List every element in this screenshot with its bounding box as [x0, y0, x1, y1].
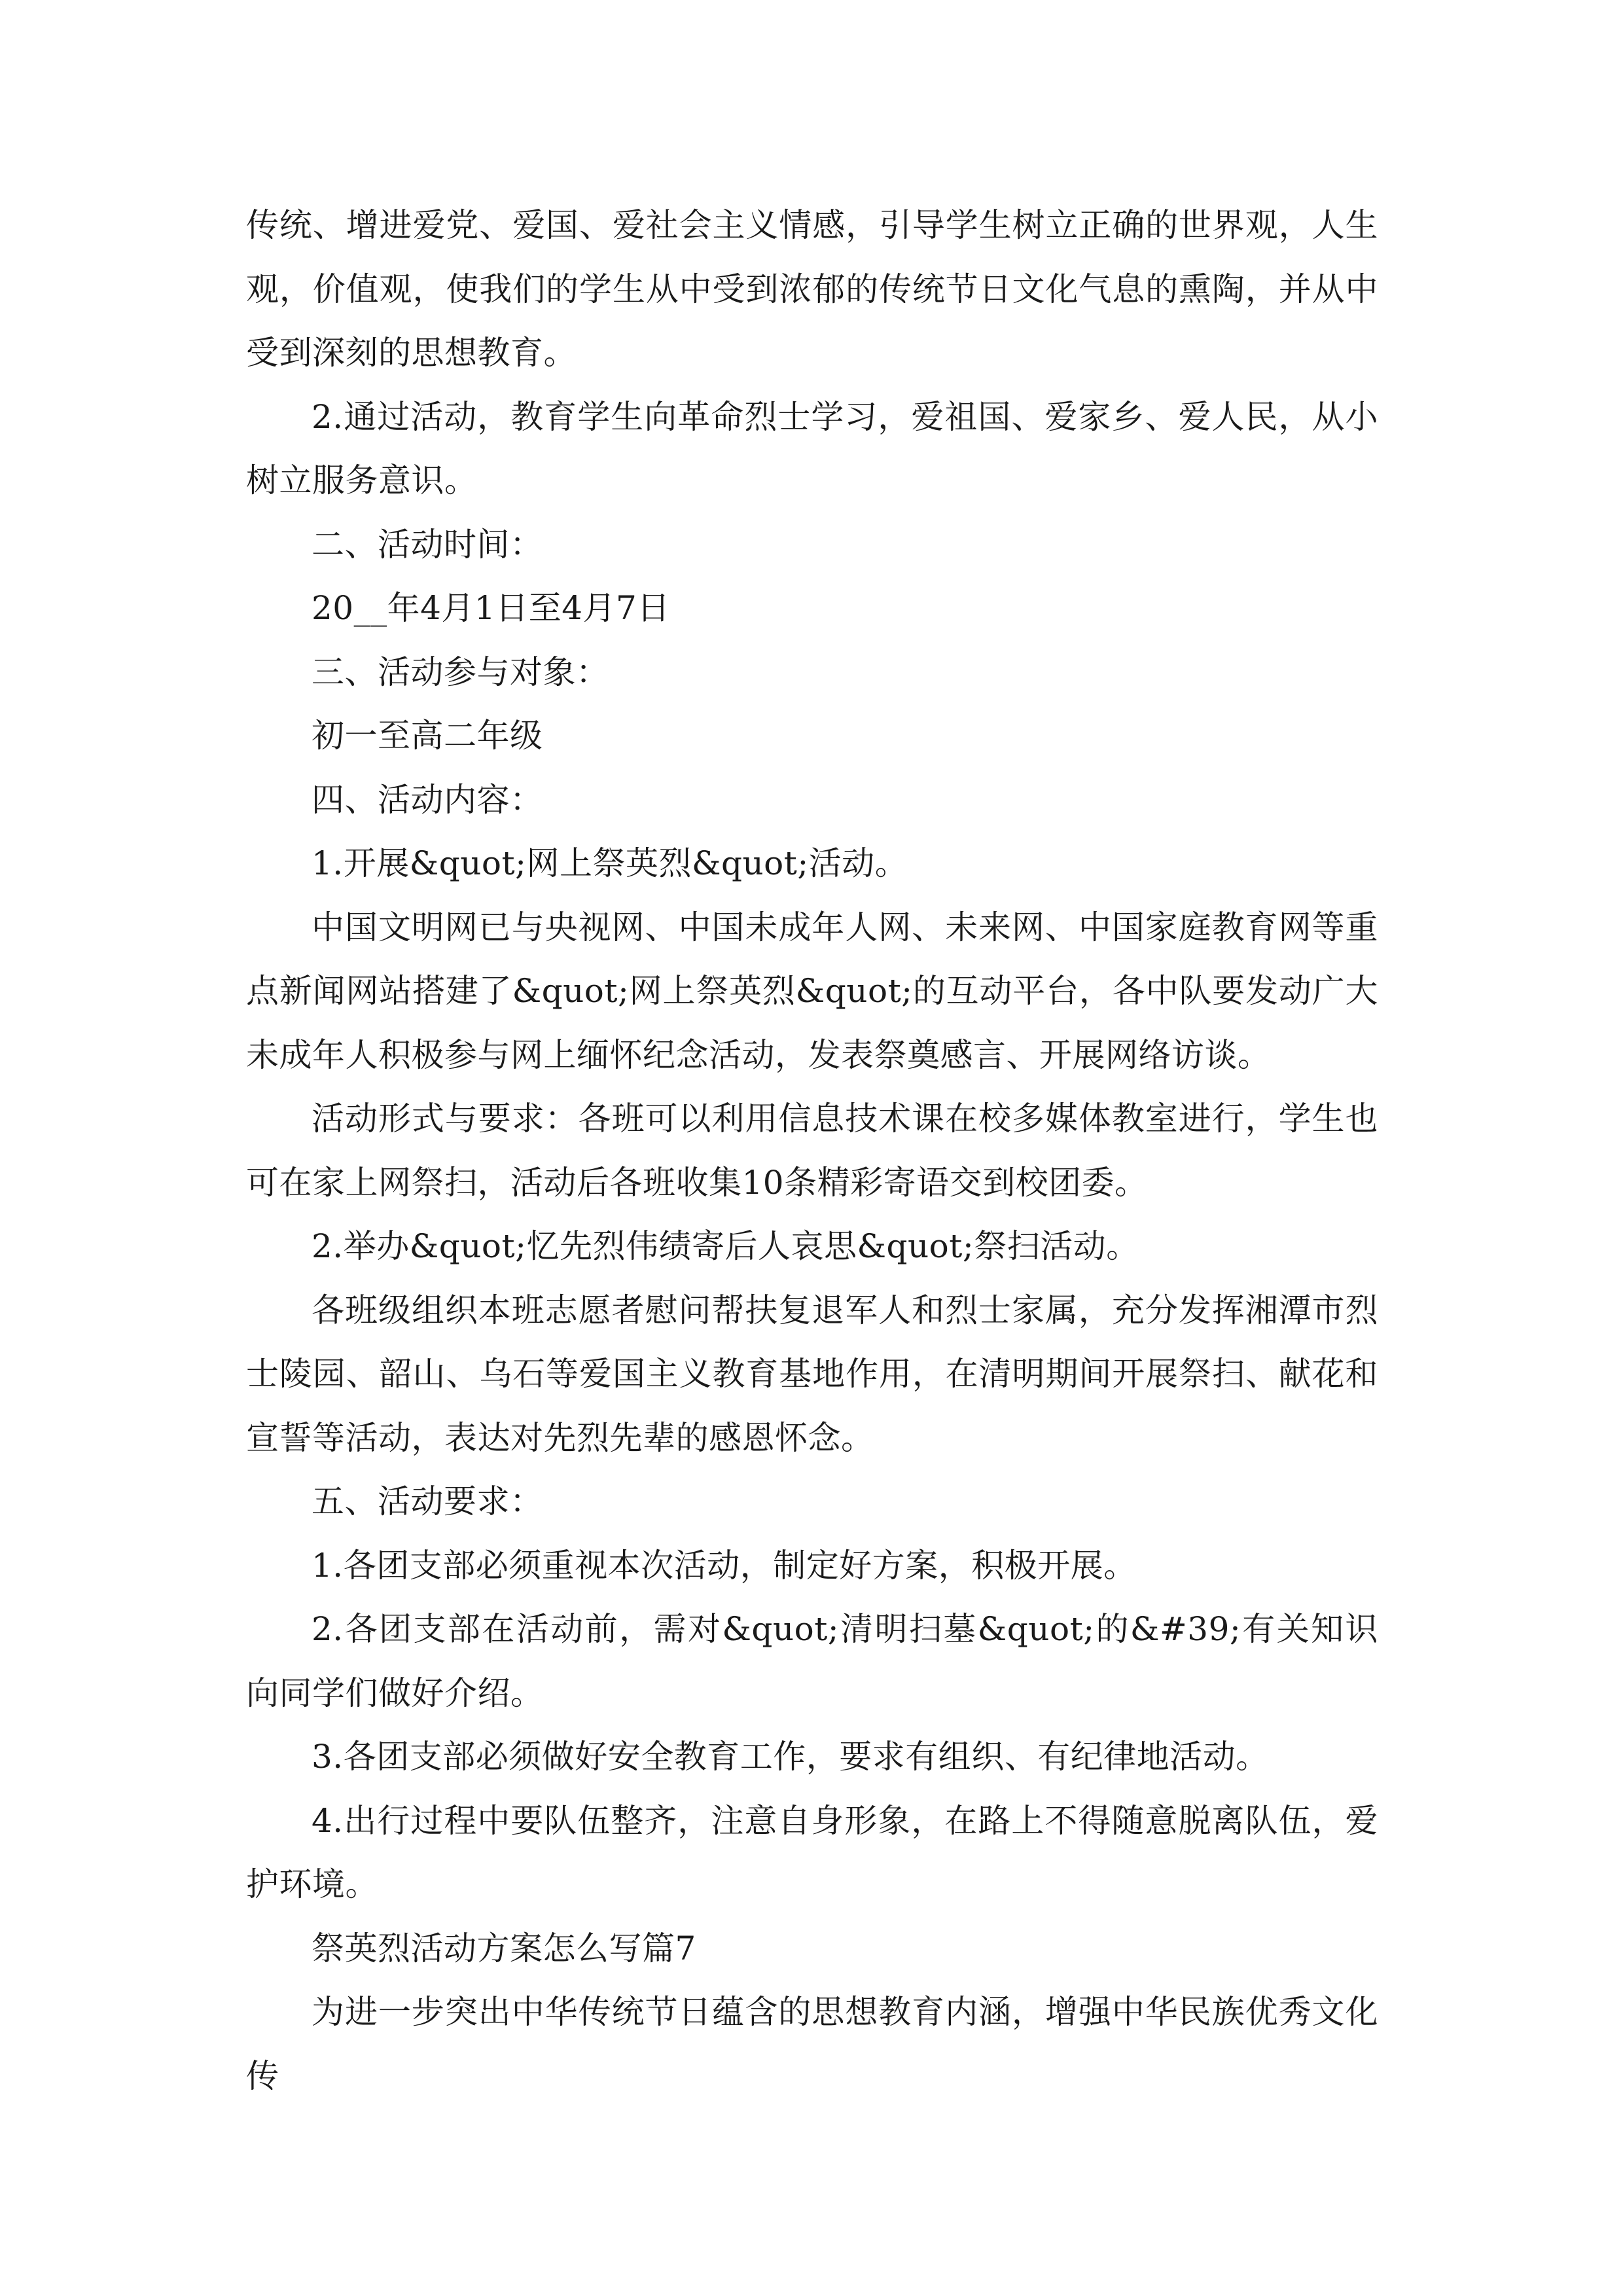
requirement-3: 3.各团支部必须做好安全教育工作，要求有组织、有纪律地活动。 — [312, 1738, 1269, 1776]
article-title-7: 祭英烈活动方案怎么写篇7 — [312, 1929, 696, 1967]
section-heading-time: 二、活动时间： — [312, 525, 543, 564]
paragraph-activity-form: 活动形式与要求：各班可以利用信息技术课在校多媒体教室进行，学生也可在家上网祭扫，活动后各班收集10条精彩寄语交到校团委。 — [246, 1100, 1378, 1202]
requirement-1: 1.各团支部必须重视本次活动，制定好方案，积极开展。 — [312, 1546, 1137, 1585]
paragraph-volunteers: 各班级组织本班志愿者慰问帮扶复退军人和烈士家属，充分发挥湘潭市烈士陵园、韶山、乌石等爱国主义教育基地作用，在清明期间开展祭扫、献花和宣誓等活动，表达对先烈先辈的感恩怀念。 — [246, 1291, 1378, 1457]
paragraph-online-platform: 中国文明网已与央视网、中国未成年人网、未来网、中国家庭教育网等重点新闻网站搭建了&quot;网上祭英烈&quot;的互动平台，各中队要发动广大未成年人积极参与网上缅怀纪念活动，发表祭奠感言、开展网络访谈。 — [246, 908, 1378, 1074]
content-item-1: 1.开展&quot;网上祭英烈&quot;活动。 — [312, 844, 908, 882]
requirement-4: 4.出行过程中要队伍整齐，注意自身形象，在路上不得随意脱离队伍，爱护环境。 — [246, 1801, 1378, 1903]
section-heading-content: 四、活动内容： — [312, 780, 543, 819]
content-item-2: 2.举办&quot;忆先烈伟绩寄后人哀思&quot;祭扫活动。 — [312, 1227, 1139, 1265]
document-body — [246, 194, 1378, 2108]
section-heading-requirements: 五、活动要求： — [312, 1482, 543, 1520]
paragraph-2: 2.通过活动，教育学生向革命烈士学习，爱祖国、爱家乡、爱人民，从小树立服务意识。 — [246, 397, 1378, 499]
participants: 初一至高二年级 — [312, 717, 543, 755]
paragraph-1: 传统、增进爱党、爱国、爱社会主义情感，引导学生树立正确的世界观，人生观，价值观，使我们的学生从中受到浓郁的传统节日文化气息的熏陶，并从中受到深刻的思想教育。 — [246, 206, 1378, 372]
section-heading-participants: 三、活动参与对象： — [312, 653, 609, 691]
paragraph-intro-7: 为进一步突出中华传统节日蕴含的思想教育内涵，增强中华民族优秀文化传 — [246, 1993, 1378, 2095]
activity-date: 20__年4月1日至4月7日 — [312, 589, 670, 627]
requirement-2: 2.各团支部在活动前，需对&quot;清明扫墓&quot;的&#39;有关知识向同学们做好介绍。 — [246, 1610, 1378, 1712]
